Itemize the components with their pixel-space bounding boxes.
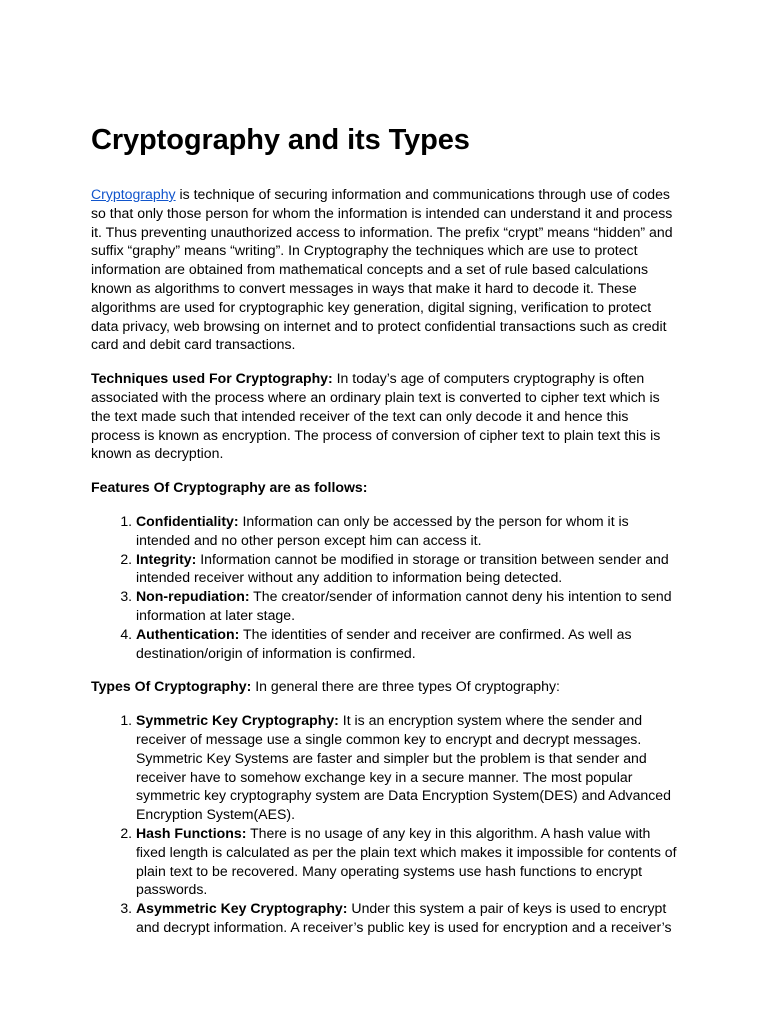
types-list	[91, 711, 681, 937]
techniques-heading: Techniques used For Cryptography:	[91, 370, 333, 387]
feature-term: Authentication:	[136, 625, 240, 642]
feature-term: Confidentiality:	[136, 512, 239, 529]
techniques-paragraph	[91, 369, 681, 463]
feature-text: The creator/sender of information cannot deny his intention to send information at later stage.	[136, 588, 672, 623]
techniques-text: In today’s age of computers cryptography is often associated with the process where an ordinary plain text is converted to cipher text which is the text made such that intended receiver of the text can only decode it and hence this process is known as encryption. The process of conversion of cipher text to plain text this is known as decryption.	[91, 370, 661, 462]
list-item	[136, 512, 681, 550]
feature-term: Integrity:	[136, 550, 197, 567]
features-list	[91, 512, 681, 662]
feature-text: Information can only be accessed by the person for whom it is intended and no other person except him can access it.	[136, 512, 629, 548]
type-term: Hash Functions:	[136, 824, 247, 841]
types-paragraph	[91, 677, 681, 696]
cryptography-link[interactable]: Cryptography	[91, 186, 176, 202]
document-page	[91, 120, 681, 952]
features-heading: Features Of Cryptography are as follows:	[91, 479, 368, 496]
types-heading: Types Of Cryptography:	[91, 678, 252, 695]
page-title: Cryptography and its Types	[91, 124, 470, 156]
list-item	[136, 587, 681, 625]
feature-term: Non-repudiation:	[136, 588, 250, 605]
type-text: It is an encryption system where the sender and receiver of message use a single common key to encrypt and decrypt messages. Symmetric Key Systems are faster and simpler but the problem is that sender and receiver have to somehow exchange key in a secure manner. The most popular symmetric key cryptography system are Data Encryption System(DES) and Advanced Encryption System(AES).	[136, 712, 671, 823]
features-heading-paragraph	[91, 478, 681, 497]
type-text: There is no usage of any key in this algorithm. A hash value with fixed length is calculated as per the plain text which makes it impossible for contents of plain text to be recovered. Many operating systems use hash functions to encrypt passwords.	[136, 824, 677, 898]
list-item	[136, 625, 681, 663]
list-item	[136, 550, 681, 588]
list-item	[136, 824, 681, 899]
type-term: Symmetric Key Cryptography:	[136, 712, 339, 729]
list-item	[136, 899, 681, 937]
types-text: In general there are three types Of cryptography:	[251, 678, 560, 695]
intro-text: is technique of securing information and communications through use of codes so that only those person for whom the information is intended can understand it and process it. Thus preventing unauthorized access to information. The prefix “crypt” means “hidden” and suffix “graphy” means “writing”. In Cryptography the techniques which are use to protect information are obtained from mathematical concepts and a set of rule based calculations known as algorithms to convert messages in ways that make it hard to decode it. These algorithms are used for cryptographic key generation, digital signing, verification to protect data privacy, web browsing on internet and to protect confidential transactions such as credit card and debit card transactions.	[91, 186, 673, 353]
type-term: Asymmetric Key Cryptography:	[136, 900, 348, 917]
list-item	[136, 711, 681, 824]
feature-text: The identities of sender and receiver are confirmed. As well as destination/origin of information is confirmed.	[136, 625, 632, 661]
feature-text: Information cannot be modified in storage or transition between sender and intended receiver without any addition to information being detected.	[136, 550, 669, 586]
intro-paragraph	[91, 185, 681, 354]
type-text: Under this system a pair of keys is used to encrypt and decrypt information. A receiver’s public key is used for encryption and a receiver’s	[136, 900, 672, 935]
